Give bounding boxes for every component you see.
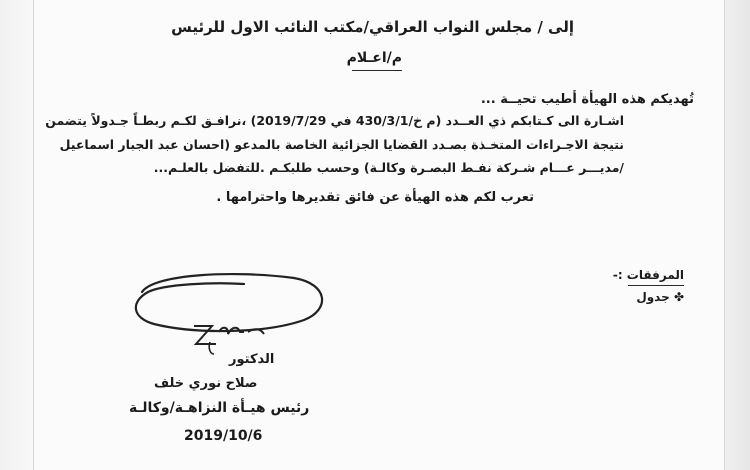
subject-underline [352, 70, 402, 71]
handwritten-signature [124, 262, 334, 357]
letter-page [33, 0, 725, 470]
body-line-3: /مديـــر عـــام شـركة نفـط البصـرة وكالـة) وحسب طلبكـم .للتفضل بالعلـم... [153, 160, 624, 175]
attachments-underline [628, 285, 684, 286]
attachment-item [636, 290, 684, 304]
attachment-item-label: جدول [636, 290, 670, 304]
signatory-name: صلاح نوري خلف [154, 376, 258, 391]
signatory-position: رئيس هيـأة النزاهـة/وكالـة [129, 400, 310, 416]
signatory-title: الدكتور [229, 352, 275, 367]
closing-line: تعرب لكم هذه الهيأة عن فائق تقديرها واحترامها . [216, 190, 534, 205]
body-line-1: اشـارة الى كـتابكم ذي العــدد (م خ/430/3/1 في 2019/7/29) ،نرافـق لكـم ربطـاً جـدولاً يتضمن [45, 113, 624, 128]
greeting-line: تُهديكم هذه الهيأة أطيب تحيــة ... [480, 92, 694, 107]
subject-line: م/اعـلام [346, 50, 402, 66]
bullet-icon: ✤ [669, 290, 684, 304]
addressee-line: إلى / مجلس النواب العراقي/مكتب النائب الاول للرئيس [171, 18, 574, 36]
attachments-heading: المرفقات :- [612, 268, 684, 282]
letter-date: 2019/10/6 [184, 428, 263, 444]
body-line-2: نتيجة الاجـراءات المتخـذة بصـدد القضايا الجزائية الخاصة بالمدعو (احسان عبد الجبار اسماعيل [59, 137, 624, 152]
